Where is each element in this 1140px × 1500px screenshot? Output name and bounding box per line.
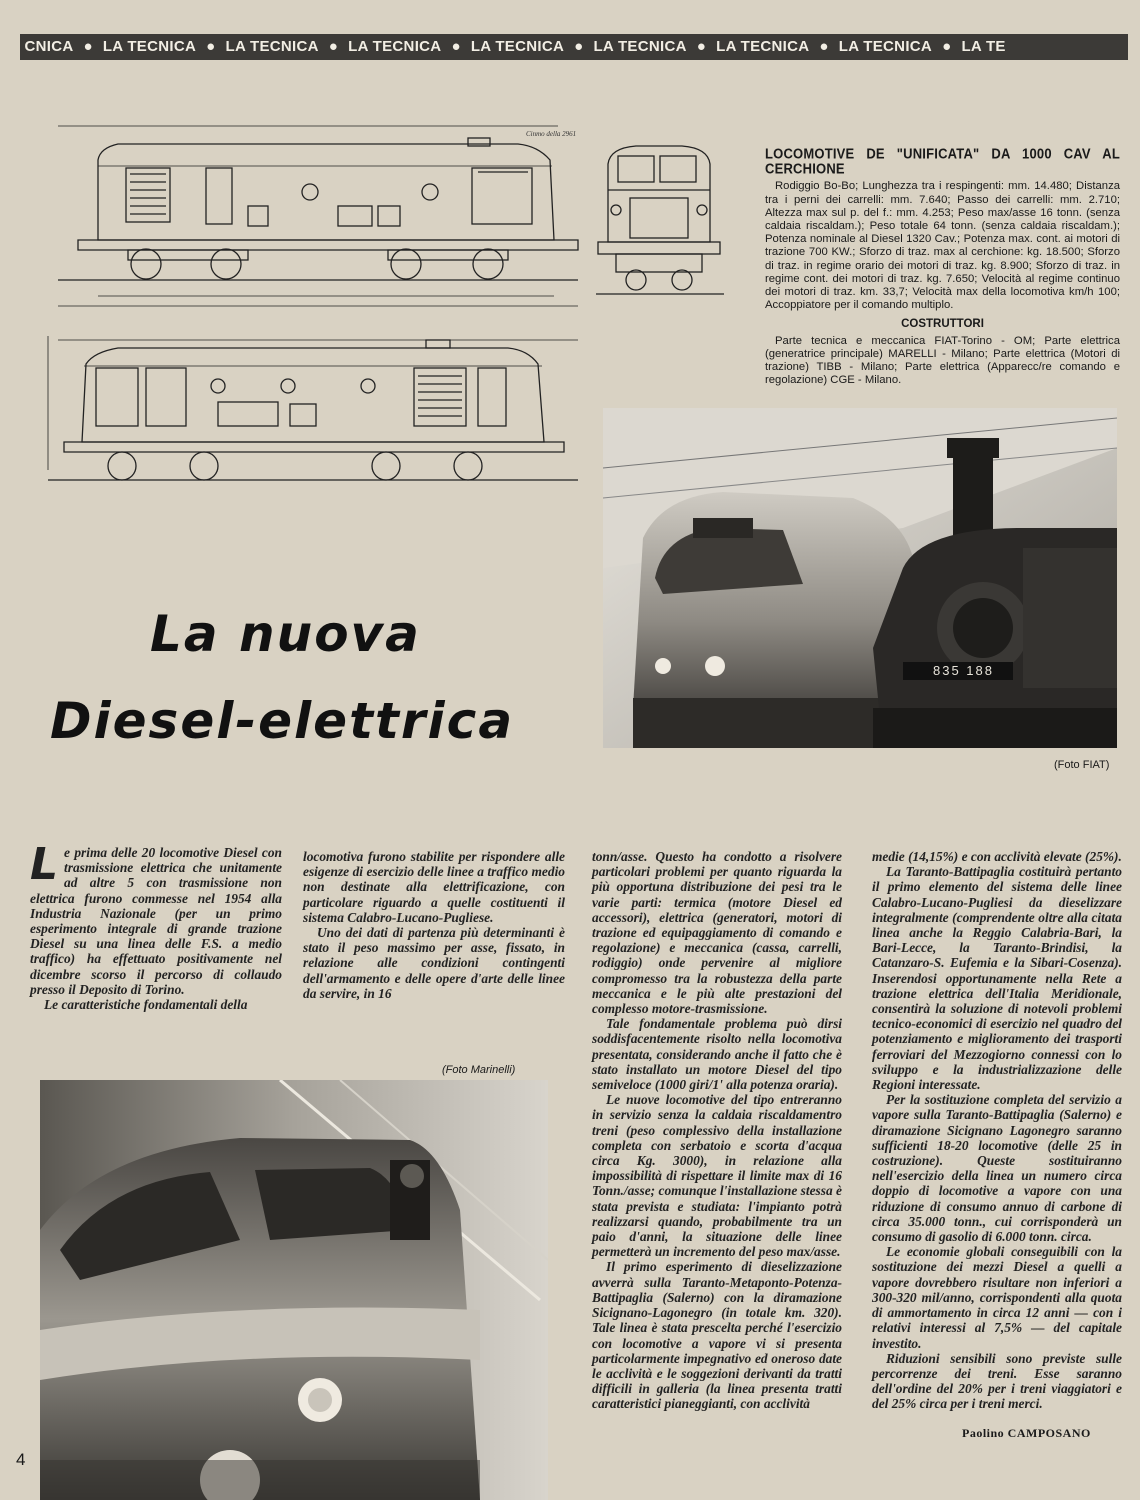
band-label: LA TECNICA (225, 38, 319, 55)
bullet-icon: ● (942, 38, 952, 55)
specs-title: LOCOMOTIVE DE "UNIFICATA" DA 1000 CAV AL CERCHIONE (765, 144, 1120, 178)
article-paragraph: tonn/asse. Questo ha condotto a risolvere particolari problemi per quanto riguarda la più opportuna distribuzione dei pesi tra le varie parti: termica (motore Diesel ed accessori), elettrica (generatori, motori di trazione ed equipaggiamento di comando e regolazione) e meccanica (cassa, carrelli, rodiggio) onde pervenire al migliore compromesso tra la robustezza della parte meccanica e le più alte prestazioni del complesso motore-trasmissione. (592, 849, 842, 1017)
band-label: LA TECNICA (348, 38, 442, 55)
article-paragraph: e prima delle 20 locomotive Diesel con trasmissione elettrica che unitamente ad altre 5 con trasmissione non elettrica furono commesse nel 1954 alla Industria Nazionale (per un primo esperimento integrale di grande trazione Diesel su una linea delle F.S. a medio traffico) ha effettuato positivamente nel dicembre scorso il percorso di collaudo presso il Deposito di Torino. (30, 845, 282, 997)
article-column-3 (592, 849, 842, 1412)
article-paragraph: Tale fondamentale problema può dirsi soddisfacentemente risolto nella locomotiva presentata, considerando anche il fatto che è stato installato un motore Diesel del tipo semiveloce (1000 giri/1' alla potenza oraria). (592, 1016, 842, 1093)
photo-credit-marinelli: (Foto Marinelli) (442, 1064, 516, 1076)
photo-diesel-and-steam-locomotives (603, 408, 1117, 748)
article-paragraph: Riduzioni sensibili sono previste sulle percorrenze dei treni. Esse saranno dell'ordine del 20% per i treni viaggiatori e del 25% circa per i treni merci. (872, 1350, 1122, 1412)
locomotive-side-elevation-drawing (38, 120, 598, 320)
photo-credit-fiat: (Foto FIAT) (1054, 759, 1110, 771)
article-paragraph: Le economie globali conseguibili con la sostituzione dei mezzi Diesel a quelli a vapore dovrebbero risultare non inferiori a 300-320 mil/anno, corrispondenti alla quota di ammortamento in circa 12 anni — con i relativi interessi al 7,5% — del capitale investito. (872, 1244, 1122, 1351)
headline-line-2: Diesel-elettrica (50, 692, 515, 750)
bullet-icon: ● (206, 38, 216, 55)
bullet-icon: ● (574, 38, 584, 55)
article-column-2 (303, 849, 565, 1001)
article-paragraph: Le nuove locomotive del tipo entreranno in servizio senza la caldaia riscaldamentro treni (peso complessivo della installazione completa con serbatoio e scorta d'acqua circa Kg. 3000), in relazione alla impossibilità di rispettare il limite max di 16 Tonn./asse; comunque l'installazione stessa è stata prevista e studiata: l'impianto potrà realizzarsi quando, probabilmente tra un paio d'anni, la situazione delle linee permetterà un incremento del peso max/asse. (592, 1092, 842, 1260)
builders-heading: COSTRUTTORI (901, 318, 984, 331)
technical-specifications (765, 146, 1120, 387)
builders-list: Parte tecnica e meccanica FIAT-Torino - OM; Parte elettrica (generatrice principale) MARELLI - Milano; Parte elettrica (Motori di trazione) TIBB - Milano; Parte elettrica (Apparecc/re comando e regolazione) CGE - Milano. (765, 334, 1120, 387)
band-label: LA TECNICA (102, 38, 197, 55)
article-paragraph: locomotiva furono stabilite per rispondere alle esigenze di esercizio delle linee a traffico medio non destinate alla elettrificazione, con particolare riguardo a quelle costituenti il sistema Calabro-Lucano-Pugliese. (303, 849, 565, 925)
locomotive-rear-elevation-drawing (38, 330, 598, 500)
bullet-icon: ● (696, 38, 707, 55)
page-number: 4 (16, 1450, 26, 1469)
article-paragraph: Il primo esperimento di dieselizzazione avverrà sulla Taranto-Metaponto-Potenza-Battipaglia (Salerno) con la diramazione Sicignano-Lagonegro (in totale km. 320). Tale linea è stata prescelta perché l'esercizio con locomotive a vapore vi si presenta particolarmente impegnativo ed oneroso date le acclività e le soggezioni derivanti da tratti difficili in galleria (la linea presenta tratti caratteristici pianeggianti, con acclività (592, 1259, 842, 1412)
band-label: LA TE (961, 38, 1006, 55)
band-label: LA TECNICA (716, 38, 810, 55)
band-label: LA TECNICA (838, 38, 933, 55)
band-label: CNICA (24, 38, 74, 55)
bullet-icon: ● (451, 38, 461, 55)
article-paragraph: medie (14,15%) e con acclività elevate (25%). (872, 849, 1122, 864)
bullet-icon: ● (83, 38, 93, 55)
dropcap: L (30, 839, 59, 890)
band-label: LA TECNICA (470, 38, 565, 55)
band-label: LA TECNICA (593, 38, 687, 55)
article-paragraph: La Taranto-Battipaglia costituirà pertanto il primo elemento del sistema delle linee Calabro-Lucano-Pugliesi da dieselizzare integralmente (comprendente oltre alla citata linea anche la Reggio Calabria-Bari, la Bari-Lecce, la Taranto-Brindisi, la Catanzaro-S. Eufemia e la Sibari-Cosenza). Inserendosi opportunamente nella Rete a trazione elettrica dell'Italia Meridionale, consentirà la soluzione di notevoli problemi tecnico-economici di esercizio nel quadro del potenziamento e miglioramento dei trasporti ferroviari del Mezzogiorno connessi con lo sviluppo e la industrializzazione delle Regioni interessate. (872, 864, 1122, 1093)
bullet-icon: ● (328, 38, 339, 55)
headline-line-1: La nuova (150, 605, 421, 663)
article-column-4 (872, 849, 1122, 1412)
drawing-scale-note: Cinmo della 2961 (526, 130, 577, 138)
article-paragraph: Le caratteristiche fondamentali della (44, 997, 248, 1013)
locomotive-front-elevation-drawing (596, 138, 726, 318)
bullet-icon: ● (819, 38, 829, 55)
section-band (20, 34, 1128, 60)
author-signature: Paolino CAMPOSANO (962, 1426, 1091, 1440)
locomotive-number-plate: 835 188 (933, 663, 994, 678)
article-column-1 (30, 839, 282, 1013)
specs-body: Rodiggio Bo-Bo; Lunghezza tra i respingenti: mm. 14.480; Distanza tra i perni dei carrelli: mm. 7.640; Passo dei carrelli: mm. 2.710; Altezza max sul p. del f.: mm. 4.253; Peso max/asse 16 tonn. (senza caldaia riscaldam.); Peso totale 64 tonn. (senza caldaia riscaldam.); Potenza nominale al Diesel 1320 Cav.; Potenza max. cont. ai motori di trazione 700 KW.; Sforzo di traz. max al cerchione: kg. 18.500; Sforzo di traz. in regime orario dei motori di traz. kg. 8.900; Sforzo di traz. in regime cont. dei motori di traz. kg. 7.650; Velocità al regime continuo dei motori di traz. km. 33,7; Velocità max della locomotiva km/h 100; Accoppiatore per il comando multiplo. (765, 180, 1120, 312)
article-paragraph: Uno dei dati di partenza più determinanti è stato il peso massimo per asse, fissato, in relazione alle condizioni contingenti dell'armamento e delle opere d'arte delle linee da servire, in 16 (303, 925, 565, 1001)
article-paragraph: Per la sostituzione completa del servizio a vapore sulla Taranto-Battipaglia (Salerno) e diramazione Sicignano Lagonegro saranno sufficienti 18-20 locomotive (delle 25 in costruzione). Queste sostituiranno nell'esercizio della linea un numero circa doppio di locomotive a vapore con una riduzione di consumo annuo di carbone di circa 35.000 tonn., cui corrisponderà un consumo di gasolio di 6.000 tonn. circa. (872, 1092, 1122, 1245)
photo-locomotive-cab-closeup (40, 1080, 548, 1500)
